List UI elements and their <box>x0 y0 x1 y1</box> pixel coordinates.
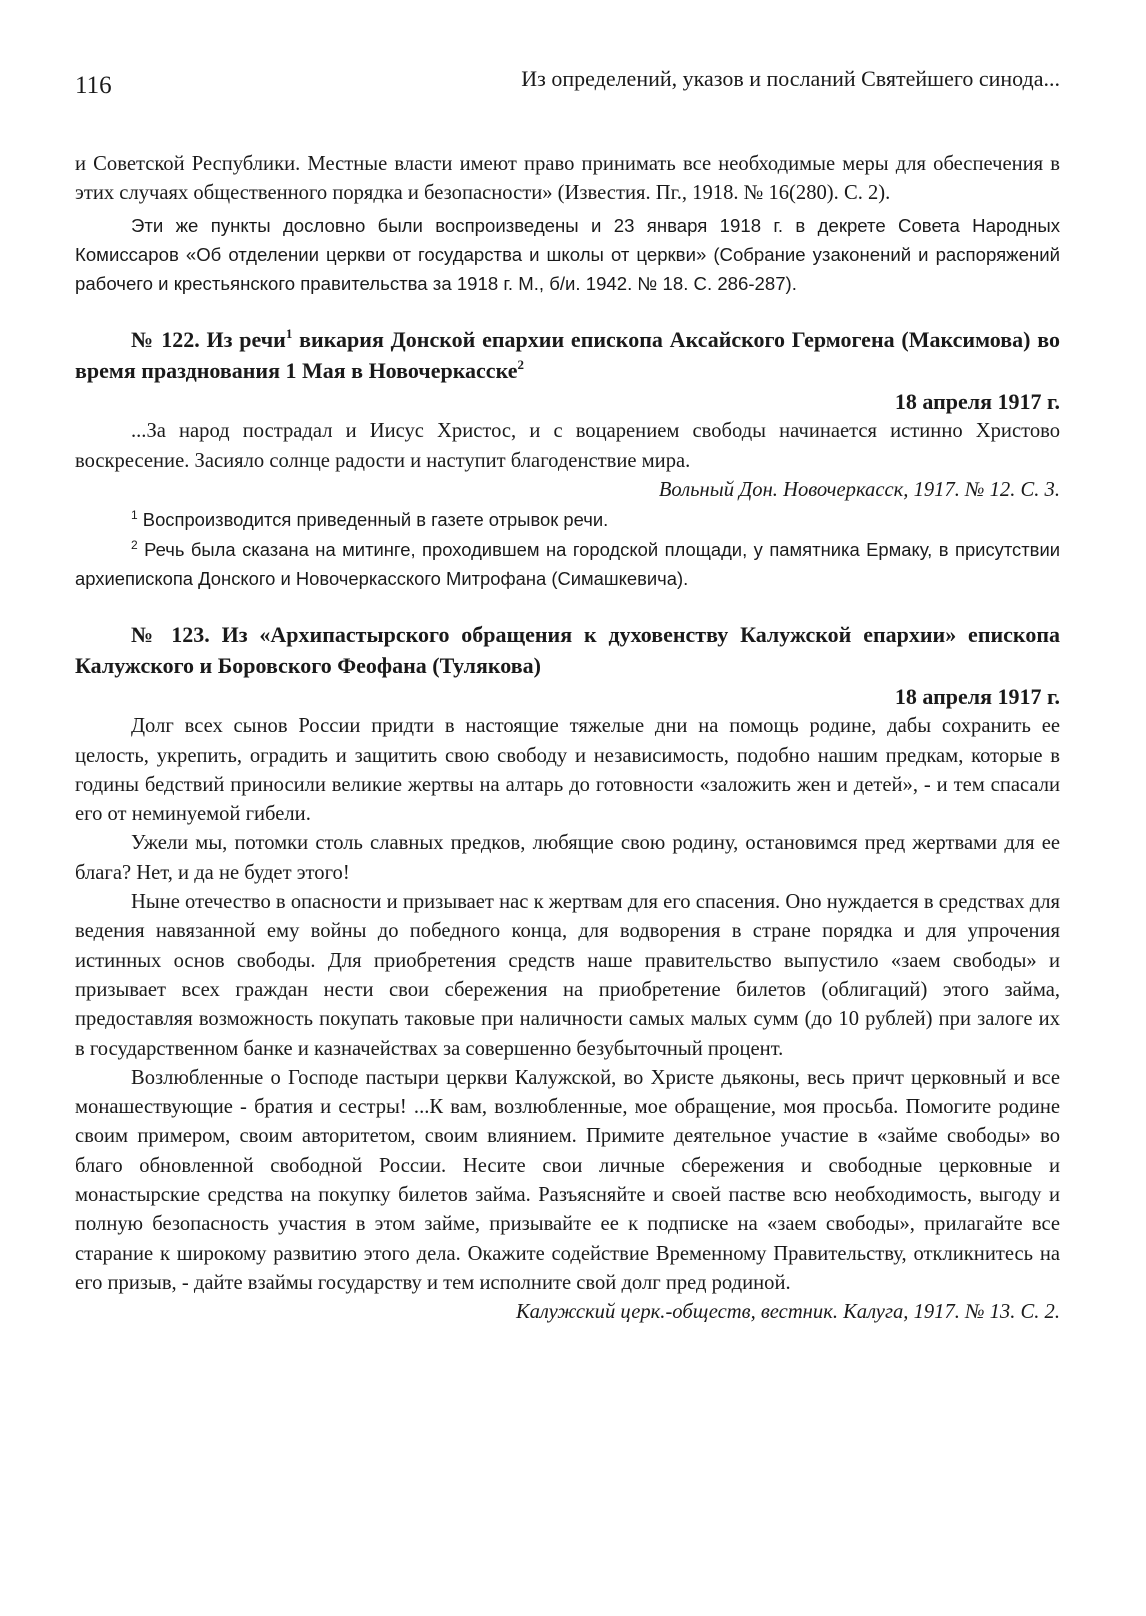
document-122 <box>75 324 1060 593</box>
footnote-1-text: Воспроизводится приведенный в газете отрывок речи. <box>137 509 609 531</box>
page-content <box>75 150 1060 1328</box>
doc123-paragraph: Ныне отечество в опасности и призывает нас к жертвам для его спасения. Оно нуждается в средствах для ведения навязанной ему войны до победного конца, для водворения в стране порядка и для упрочения истинных основ свободы. Для приобретения средств наше правительство выпустило «заем свободы» и призывает всех граждан нести свои сбережения на приобретение билетов (облигаций) этого займа, предоставляя возможность покупать таковые при наличности самых малых сумм (до 10 рублей) при залоге их в государственном банке и казначействах за совершенно безубыточный процент. <box>75 891 1060 1060</box>
doc123-paragraph: Возлюбленные о Господе пастыри церкви Калужской, во Христе дьяконы, весь причт церковный и все монашествующие - братия и сестры! ...К вам, возлюбленные, мое обращение, моя просьба. Помогите родине своим примером, своим авторитетом, своим влиянием. Примите деятельное участие в «займе свободы» во благо обновленной свободной России. Несите свои личные сбережения и свободные церковные и монастырские средства на покупку билетов займа. Разъясняйте и своей пастве всю необходимость, выгоду и полную безопасность участия в этом займе, призывайте ее к подписке на «заем свободы», прилагайте все старание к широкому развитию этого дела. Окажите содействие Временному Правительству, откликнитесь на его призыв, - дайте взаймы государству и тем исполните свой долг пред родиной. <box>75 1066 1060 1294</box>
doc122-title-sup1: 1 <box>285 326 293 342</box>
doc122-footnote-1 <box>75 505 1060 534</box>
doc122-date: 18 апреля 1917 г. <box>894 389 1060 415</box>
doc123-paragraph: Ужели мы, потомки столь славных предков, любящие свою родину, остановимся пред жертвами для ее блага? Нет, и да не будет этого! <box>75 832 1060 884</box>
document-123 <box>75 619 1060 1327</box>
intro-paragraph-1: и Советской Республики. Местные власти имеют право принимать все необходимые меры для обеспечения в этих случаях общественного порядка и безопасности» (Известия. Пг., 1918. № 16(280). С. 2). <box>75 153 1060 205</box>
page-header <box>75 66 1060 102</box>
doc123-title: № 123. Из «Архипастырского обращения к духовенству Калужской епархии» епископа Калужского и Боровского Феофана (Тулякова) <box>75 622 1060 679</box>
footnote-2-text: Речь была сказана на митинге, проходившем на городской площади, у памятника Ермаку, в присутствии архиепископа Донского и Новочеркасского Митрофана (Симашкевича). <box>75 538 1060 589</box>
footnote-1-marker: 1 <box>131 508 138 523</box>
doc122-footnote-2 <box>75 535 1060 594</box>
doc122-source: Вольный Дон. Новочеркасск, 1917. № 12. С. 3. <box>658 479 1060 502</box>
page-number: 116 <box>75 72 112 99</box>
doc123-date: 18 апреля 1917 г. <box>894 684 1060 710</box>
doc122-title <box>75 324 1060 386</box>
doc122-title-part2: викария Донской епархии епископа Аксайского Гермогена (Максимова) во время празднования 1 Мая в Новочеркасске <box>75 327 1060 384</box>
doc122-title-sup2: 2 <box>517 357 524 373</box>
running-head: Из определений, указов и посланий Святейшего синода... <box>521 66 1060 91</box>
doc122-title-part1: № 122. Из речи <box>131 327 286 353</box>
doc123-paragraph: Долг всех сынов России придти в настоящие тяжелые дни на помощь родине, дабы сохранить ее целость, укрепить, оградить и защитить свою свободу и независимость, подобно нашим предкам, которые в годины бедствий приносили великие жертвы на алтарь до готовности «заложить жен и детей», - и тем спасали его от неминуемой гибели. <box>75 715 1060 826</box>
doc122-text: ...За народ пострадал и Иисус Христос, и с воцарением свободы начинается истинно Христово воскресение. Засияло солнце радости и наступит благоденствие мира. <box>75 420 1060 472</box>
doc123-source: Калужский церк.-обществ, вестник. Калуга, 1917. № 13. С. 2. <box>515 1301 1060 1324</box>
intro-paragraph-2: Эти же пункты дословно были воспроизведены и 23 января 1918 г. в декрете Совета Народных Комиссаров «Об отделении церкви от государства и школы от церкви» (Собрание узаконений и распоряжений рабочего и крестьянского правительства за 1918 г. М., б/и. 1942. № 18. С. 286-287). <box>75 214 1060 295</box>
footnote-2-marker: 2 <box>131 537 138 552</box>
